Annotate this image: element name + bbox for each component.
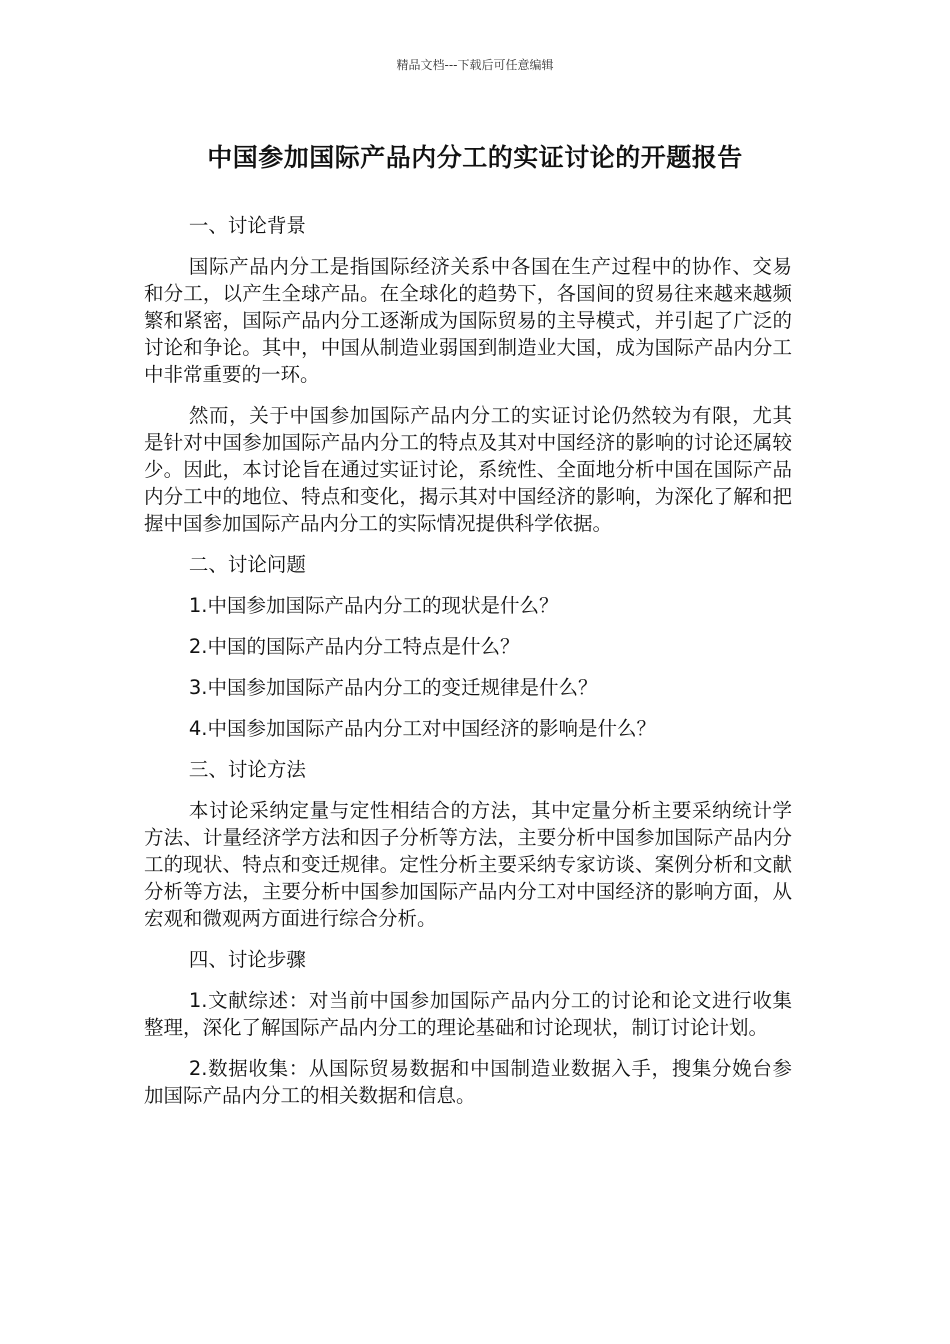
step-item-1: 1.文献综述：对当前中国参加国际产品内分工的讨论和论文进行收集整理，深化了解国际产品内分工的理论基础和讨论现状，制订讨论计划。 [144, 989, 792, 1039]
question-item-3: 3.中国参加国际产品内分工的变迁规律是什么？ [188, 676, 598, 699]
page-header: 精品文档---下载后可任意编辑 [396, 58, 554, 72]
section-heading-steps: 四、讨论步骤 [188, 948, 306, 971]
document-title: 中国参加国际产品内分工的实证讨论的开题报告 [207, 143, 743, 172]
question-item-4: 4.中国参加国际产品内分工对中国经济的影响是什么？ [188, 717, 656, 740]
section-heading-methods: 三、讨论方法 [188, 758, 306, 781]
question-item-2: 2.中国的国际产品内分工特点是什么？ [188, 635, 520, 658]
methods-paragraph: 本讨论采纳定量与定性相结合的方法，其中定量分析主要采纳统计学方法、计量经济学方法和因子分析等方法，主要分析中国参加国际产品内分工的现状、特点和变迁规律。定性分析主要采纳专家访谈、案例分析和文献分析等方法，主要分析中国参加国际产品内分工对中国经济的影响方面，从宏观和微观两方面进行综合分析。 [144, 799, 792, 930]
background-paragraph-2: 然而，关于中国参加国际产品内分工的实证讨论仍然较为有限，尤其是针对中国参加国际产品内分工的特点及其对中国经济的影响的讨论还属较少。因此，本讨论旨在通过实证讨论，系统性、全面地分析中国在国际产品内分工中的地位、特点和变化，揭示其对中国经济的影响，为深化了解和把握中国参加国际产品内分工的实际情况提供科学依据。 [144, 404, 792, 535]
step-item-2: 2.数据收集：从国际贸易数据和中国制造业数据入手，搜集分娩台参加国际产品内分工的相关数据和信息。 [144, 1057, 792, 1107]
document-body [144, 212, 792, 1123]
background-paragraph-1: 国际产品内分工是指国际经济关系中各国在生产过程中的协作、交易和分工，以产生全球产品。在全球化的趋势下，各国间的贸易往来越来越频繁和紧密，国际产品内分工逐渐成为国际贸易的主导模式，并引起了广泛的讨论和争论。其中，中国从制造业弱国到制造业大国，成为国际产品内分工中非常重要的一环。 [144, 255, 792, 386]
question-item-1: 1.中国参加国际产品内分工的现状是什么？ [188, 594, 559, 617]
section-heading-background: 一、讨论背景 [188, 214, 306, 237]
section-heading-questions: 二、讨论问题 [188, 553, 306, 576]
